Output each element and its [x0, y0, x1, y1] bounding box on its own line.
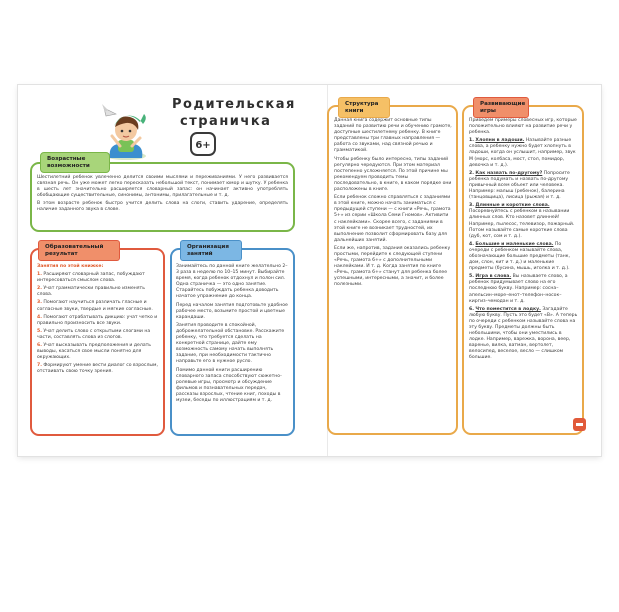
result-item-number: 3.: [37, 300, 42, 306]
page-title: [172, 96, 296, 130]
result-item-number: 5.: [37, 328, 42, 334]
structure-paragraph: Данная книга содержит основные типы заданий по развитию речи и обучению грамоте, доступные шестилетнему ребенку. В книге представлены три главных направления — работа со звуками, над связной речью и грамматикой.: [334, 118, 452, 154]
games-item-text: Вы называете слово, а ребенок придумывает слово на его последнюю букву. Например: сосна–апельсин–море–енот–телефон–носок–киргиз–чемодан и т. д.: [469, 274, 568, 304]
page-corner-badge: [573, 418, 586, 431]
age-abilities-text: [37, 175, 288, 216]
result-item-number: 1.: [37, 272, 42, 278]
games-item: [469, 242, 578, 272]
games-item-text: По очереди с ребенком называйте слова, обозначающие большие предметы (танк, дом, слон, кит и т. д.) и маленькие предметы (бусина, мышь, иголка и т. д.).: [469, 241, 570, 272]
result-item-number: 2.: [37, 286, 42, 292]
age-abilities-tag: Возрастные возможности: [40, 152, 110, 173]
result-item-text: Учат грамматически правильно изменять слова.: [37, 286, 145, 298]
games-item-number: 2.: [469, 170, 474, 176]
games-item: [469, 138, 578, 168]
result-item-text: Помогают научиться различать гласные и согласные звуки, твердые и мягкие согласные.: [37, 300, 153, 312]
organization-paragraph: Занимайтесь по данной книге желательно 2–3 раза в неделю по 10–15 минут. Выбирайте время, когда ребенок отдохнул и полон сил. Одна страничка — это одно занятие. Старайтесь побуждать ребенка доводить начатое упражнение до конца.: [176, 264, 288, 300]
result-item-number: 6.: [37, 343, 42, 349]
games-item-text: Попросите ребенка подумать и назвать по-другому привычный всем объект или человека. Например: малыш (ребенок), балерина (танцовщица), лисица (рыжая) и т. д.: [469, 170, 570, 201]
result-tag: Образовательный результат: [38, 240, 120, 261]
games-item: [469, 171, 578, 201]
games-item-number: 5.: [469, 274, 474, 280]
result-item-text: Учат высказывать предположения и делать выводы, касаться свое мысли понятно для окружающих.: [37, 343, 152, 361]
games-item-heading: Что поместится в лодку.: [475, 306, 541, 312]
games-item-number: 6.: [469, 306, 474, 312]
page-title-line1: Родительская: [172, 97, 296, 112]
structure-paragraph: Чтобы ребенку было интересно, типы заданий регулярно чередуются. При этом материал постепенно усложняется. По этой причине мы рекомендуем проводить темы последовательно, в книге, в каком порядке они расположены в книге.: [334, 156, 452, 193]
page-title-line2: страничка: [180, 114, 272, 129]
age-badge: 6+: [190, 132, 216, 156]
games-item-heading: Большие и маленькие слова.: [475, 241, 554, 247]
result-item-text: Формируют умение вести диалог со взрослым, отстаивать свою точку зрения.: [37, 363, 158, 375]
result-item-text: Учат делить слово с открытыми слогами на части, составлять слова из слогов.: [37, 328, 151, 340]
organization-tag: Организация занятий: [180, 240, 242, 261]
structure-text: [334, 118, 452, 291]
games-item-number: 3.: [469, 203, 474, 209]
structure-paragraph: Если ребенок сложно справляться с заданиями в этой книге, можно начать заниматься с предыдущей ступени — с книги «Речь, грамота 5+» из серии «Школа Семи Гномов». Активити с наклейками». Скорее всего, с заданиями в этой книге не возникает трудностей, их выполнение позволит сформировать базу для дальнейших занятий.: [334, 195, 451, 243]
organization-text: [176, 264, 289, 406]
games-intro: Приведем примеры словесных игр, которые положительно влияют на развитие речи у ребенка.: [469, 118, 577, 136]
games-item-number: 1.: [469, 138, 474, 144]
age-abilities-p2: В этом возрасте ребенок быстро учится делить слова на слоги, ставить ударение, определять наличие заданного звука в слове.: [37, 201, 288, 213]
structure-tag: Структура книги: [338, 97, 390, 118]
structure-paragraphs: [334, 118, 452, 289]
games-item: [469, 307, 578, 362]
result-item-number: 4.: [37, 314, 42, 320]
games-item-heading: Хлопни в ладоши.: [475, 138, 525, 144]
result-item: [37, 363, 159, 375]
result-item: [37, 272, 159, 284]
games-tag: Развивающие игры: [473, 97, 529, 118]
games-item-number: 4.: [469, 241, 474, 247]
age-abilities-p1: Шестилетний ребенок увлеченно делится своими мыслями и переживаниями. У него развивается связная речь. Он уже может легко пересказать небольшой текст, понимает юмор и шутку. У ребенка в шесть лет значительно расширяется словарный запас: он начинает активно употреблять обобщающие существительные, синонимы, антонимы, прилагательные и т. д.: [37, 175, 288, 199]
structure-paragraph: Если же, напротив, задания оказались ребенку простыми, перейдите к следующей ступени «Речь, грамота 6+» с дополнительными наклейками. И т. д. Когда занятия по книге «Речь, грамота 6+» станут для ребенка более успешными, интересными, а значит, и более полезными.: [334, 245, 451, 288]
organization-paragraph: Занятия проводите в спокойной, доброжелательной обстановке. Расскажите ребенку, что требуется сделать на конкретной странице, дайте ему возможность самому начать выполнять задание, при необходимости тактично направьте его в нужное русло.: [176, 322, 285, 365]
games-item-heading: Игра в слова.: [475, 274, 512, 280]
organization-paragraph: Перед началом занятия подготовьте удобное рабочее место, возьмите простой и цветные карандаши.: [176, 302, 288, 320]
result-item: [37, 343, 159, 361]
result-text: [37, 264, 159, 378]
result-subtitle: Занятия по этой книжке:: [37, 264, 104, 269]
organization-paragraphs: [176, 264, 289, 404]
organization-paragraph: Помимо данной книги расширению словарного запаса способствуют сюжетно-ролевые игры, просмотр и обсуждение фильмов и познавательных передач, рассказы взрослых, чтение книг, походы в музеи, беседы по иллюстрациям и т. д.: [176, 367, 282, 403]
result-item: [37, 300, 159, 312]
games-item: [469, 274, 578, 304]
result-item: [37, 329, 159, 341]
games-item-text: Посоревнуйтесь с ребенком в назывании длинных слов. Кто назовет длинней! Например, пылесос, телевизор, пожарный. Потом называйте самые короткие слова (дуб, кот, сом и т. д.).: [469, 209, 575, 239]
result-list: [37, 272, 159, 375]
games-text: [469, 118, 578, 364]
result-item-text: Помогают отрабатывать дикцию: учат четко и правильно произносить все звуки.: [37, 314, 158, 326]
games-item-text: Называйте разные слова, а ребенку нужно будет хлопнуть в ладоши, когда он услышит, например, звук М (морс, колбаса, мост, стол, помидор, девочка и т. д.).: [469, 138, 576, 168]
result-item-number: 7.: [37, 363, 42, 369]
games-item-text: Загадайте любую букву. Пусть это будет «В». А теперь по очереди с ребенком называйте слова на эту букву. Предметы должны быть небольшими, чтобы они уместились в лодке. Например, варежка, ворона, веер, варенье, вилка, ватман, вертолет, велосипед, веселое, весло — слишком большие.: [469, 306, 578, 361]
games-item-heading: Длинные и короткие слова.: [475, 203, 550, 209]
games-item: [469, 203, 578, 240]
result-item-text: Расширяют словарный запас, побуждают интересоваться смыслом слова.: [37, 272, 145, 284]
games-list: [469, 138, 578, 361]
result-item: [37, 315, 159, 327]
games-item-heading: Как назвать по-другому?: [475, 170, 543, 176]
result-item: [37, 286, 159, 298]
